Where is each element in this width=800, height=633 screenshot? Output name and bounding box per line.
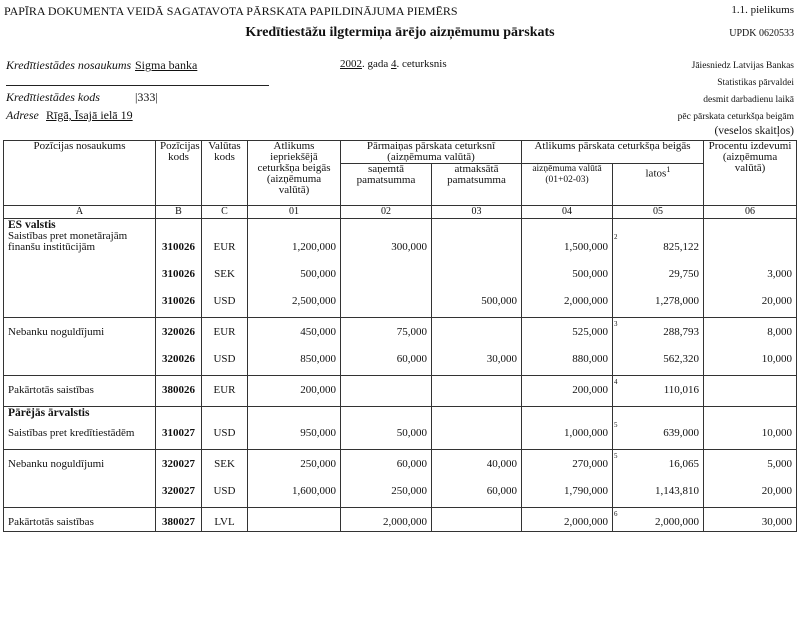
- row-name: Saistības pret monetārajām finanšu institūcijām: [4, 231, 156, 256]
- col-header-cur-code: Valūtas kods: [202, 141, 248, 206]
- table-row: [4, 318, 797, 342]
- row-name: Pakārtotās saistības: [4, 508, 156, 532]
- empty-cell: [202, 399, 248, 407]
- position-code: 310027: [156, 419, 202, 442]
- units-note: (veselos skaitļos): [714, 125, 794, 137]
- empty-cell: [432, 407, 522, 420]
- prev-balance: 250,000: [248, 450, 341, 474]
- form-code: UPDK 0620533: [729, 28, 794, 39]
- column-code: C: [202, 206, 248, 219]
- empty-cell: [156, 399, 202, 407]
- prev-balance: 200,000: [248, 376, 341, 400]
- lats-value: 1,278,000: [655, 295, 700, 307]
- end-balance-loan: 2,000,000: [522, 508, 613, 532]
- empty-cell: [248, 399, 341, 407]
- lats-value: 29,750: [668, 268, 700, 280]
- footnote-marker: 2: [614, 233, 618, 241]
- bank-name-value: Sigma banka: [135, 58, 198, 72]
- lats-value: 16,065: [668, 458, 700, 470]
- table-row: [4, 345, 797, 368]
- repaid-amount: 30,000: [432, 345, 522, 368]
- currency-code: EUR: [202, 376, 248, 400]
- end-balance-loan: 2,000,000: [522, 287, 613, 310]
- row-name: Nebanku noguldījumi: [4, 450, 156, 474]
- empty-cell: [341, 399, 432, 407]
- bank-code-label: Kredītiestādes kods: [6, 90, 100, 104]
- empty-cell: [4, 310, 156, 318]
- separator-row: [4, 310, 797, 318]
- appendix-label: 1.1. pielikums: [731, 4, 794, 16]
- prev-balance: 1,600,000: [248, 477, 341, 500]
- empty-cell: [202, 368, 248, 376]
- currency-code: EUR: [202, 318, 248, 342]
- empty-cell: [4, 368, 156, 376]
- interest-amount: 10,000: [704, 345, 797, 368]
- period-suffix: . ceturksnis: [396, 58, 447, 70]
- row-name: [4, 287, 156, 310]
- empty-cell: [613, 407, 704, 420]
- received-amount: 60,000: [341, 450, 432, 474]
- lats-value: 2,000,000: [655, 516, 700, 528]
- repaid-amount: [432, 376, 522, 400]
- empty-cell: [156, 219, 202, 232]
- position-code: 320027: [156, 450, 202, 474]
- interest-amount: 30,000: [704, 508, 797, 532]
- empty-cell: [522, 368, 613, 376]
- row-name: [4, 260, 156, 283]
- footnote-marker: 4: [614, 378, 618, 386]
- end-balance-lats: [613, 477, 704, 500]
- empty-cell: [341, 407, 432, 420]
- reporting-period: [340, 58, 447, 70]
- underline-rule: [6, 85, 269, 86]
- empty-cell: [613, 219, 704, 232]
- empty-cell: [522, 399, 613, 407]
- empty-cell: [704, 368, 797, 376]
- received-amount: 60,000: [341, 345, 432, 368]
- empty-cell: [4, 500, 156, 508]
- table-row: [4, 450, 797, 474]
- report-title: Kredītiestāžu ilgtermiņa ārējo aizņēmumu pārskats: [245, 25, 555, 40]
- submission-line: Jāiesniedz Latvijas Bankas: [691, 61, 794, 71]
- lats-value: 825,122: [663, 241, 700, 253]
- section-header-row: [4, 219, 797, 232]
- col-header-end-loan: aizņēmuma valūtā (01+02-03): [522, 164, 613, 206]
- column-code: 06: [704, 206, 797, 219]
- empty-cell: [613, 310, 704, 318]
- column-code: 03: [432, 206, 522, 219]
- lats-value: 562,320: [663, 353, 700, 365]
- received-amount: 300,000: [341, 231, 432, 256]
- column-code: 01: [248, 206, 341, 219]
- empty-cell: [248, 368, 341, 376]
- table-row: [4, 477, 797, 500]
- prev-balance: [248, 508, 341, 532]
- section-header-row: [4, 407, 797, 420]
- submission-line: desmit darbadienu laikā: [703, 95, 794, 105]
- period-mid: . gada: [362, 58, 389, 70]
- end-balance-lats: [613, 508, 704, 532]
- empty-cell: [613, 399, 704, 407]
- repaid-amount: [432, 419, 522, 442]
- prev-balance: 1,200,000: [248, 231, 341, 256]
- column-code: 04: [522, 206, 613, 219]
- empty-cell: [248, 310, 341, 318]
- end-balance-lats: [613, 260, 704, 283]
- interest-amount: 8,000: [704, 318, 797, 342]
- end-lats-footnote: 1: [666, 164, 671, 175]
- repaid-amount: [432, 231, 522, 256]
- currency-code: EUR: [202, 231, 248, 256]
- currency-code: USD: [202, 345, 248, 368]
- currency-code: LVL: [202, 508, 248, 532]
- row-name: Saistības pret kredītiestādēm: [4, 419, 156, 442]
- end-balance-lats: [613, 419, 704, 442]
- empty-cell: [202, 407, 248, 420]
- position-code: 320026: [156, 345, 202, 368]
- interest-amount: 3,000: [704, 260, 797, 283]
- empty-cell: [522, 219, 613, 232]
- empty-cell: [704, 500, 797, 508]
- end-balance-lats: [613, 450, 704, 474]
- empty-cell: [704, 442, 797, 450]
- repaid-amount: 60,000: [432, 477, 522, 500]
- section-title: ES valstis: [4, 219, 156, 232]
- empty-cell: [432, 368, 522, 376]
- address-value: Rīgā, Īsajā ielā 19: [46, 108, 133, 122]
- position-code: 310026: [156, 260, 202, 283]
- empty-cell: [613, 442, 704, 450]
- empty-cell: [704, 310, 797, 318]
- end-balance-lats: [613, 231, 704, 256]
- interest-amount: 20,000: [704, 287, 797, 310]
- currency-code: USD: [202, 287, 248, 310]
- period-quarter: 4: [391, 58, 397, 70]
- document-heading: PAPĪRA DOKUMENTA VEIDĀ SAGATAVOTA PĀRSKATA PAPILDINĀJUMA PIEMĒRS: [4, 4, 458, 18]
- col-header-changes: Pārmaiņas pārskata ceturksnī (aizņēmuma valūtā): [341, 141, 522, 164]
- lats-value: 639,000: [663, 427, 700, 439]
- section-title: Pārējās ārvalstis: [4, 407, 156, 420]
- end-balance-lats: [613, 318, 704, 342]
- empty-cell: [613, 500, 704, 508]
- empty-cell: [248, 219, 341, 232]
- empty-cell: [202, 500, 248, 508]
- empty-cell: [432, 310, 522, 318]
- separator-row: [4, 399, 797, 407]
- empty-cell: [156, 500, 202, 508]
- prev-balance: 450,000: [248, 318, 341, 342]
- end-balance-lats: [613, 376, 704, 400]
- empty-cell: [432, 442, 522, 450]
- empty-cell: [341, 500, 432, 508]
- column-code: 02: [341, 206, 432, 219]
- empty-cell: [202, 442, 248, 450]
- col-header-interest: Procentu izdevumi (aizņēmuma valūtā): [704, 141, 797, 206]
- empty-cell: [432, 399, 522, 407]
- end-balance-loan: 500,000: [522, 260, 613, 283]
- col-header-prev-balance: Atlikums iepriekšējā ceturkšņa beigās (aizņēmuma valūtā): [248, 141, 341, 206]
- empty-cell: [341, 368, 432, 376]
- end-balance-loan: 525,000: [522, 318, 613, 342]
- end-balance-loan: 1,000,000: [522, 419, 613, 442]
- table-row: [4, 376, 797, 400]
- currency-code: SEK: [202, 450, 248, 474]
- row-name: [4, 477, 156, 500]
- col-header-pos-code: Pozīcijas kods: [156, 141, 202, 206]
- address-label: Adrese: [6, 108, 39, 122]
- prev-balance: 850,000: [248, 345, 341, 368]
- empty-cell: [202, 310, 248, 318]
- lats-value: 1,143,810: [655, 485, 700, 497]
- col-header-received: saņemtā pamatsumma: [341, 164, 432, 206]
- currency-code: USD: [202, 477, 248, 500]
- empty-cell: [156, 368, 202, 376]
- column-code-row: [4, 206, 797, 219]
- empty-cell: [522, 500, 613, 508]
- table-row: [4, 260, 797, 283]
- empty-cell: [4, 442, 156, 450]
- end-balance-loan: 200,000: [522, 376, 613, 400]
- bank-code-value: |333|: [135, 90, 158, 104]
- row-name: [4, 345, 156, 368]
- table-row: [4, 419, 797, 442]
- lats-value: 110,016: [663, 384, 700, 396]
- end-lats-label: latos: [645, 168, 667, 181]
- lats-value: 288,793: [663, 326, 700, 338]
- table-row: [4, 287, 797, 310]
- end-balance-loan: 1,500,000: [522, 231, 613, 256]
- position-code: 320026: [156, 318, 202, 342]
- received-amount: 2,000,000: [341, 508, 432, 532]
- col-header-name: Pozīcijas nosaukums: [4, 141, 156, 206]
- separator-row: [4, 442, 797, 450]
- position-code: 320027: [156, 477, 202, 500]
- currency-code: USD: [202, 419, 248, 442]
- empty-cell: [613, 368, 704, 376]
- interest-amount: [704, 376, 797, 400]
- received-amount: [341, 376, 432, 400]
- repaid-amount: 40,000: [432, 450, 522, 474]
- end-balance-lats: [613, 345, 704, 368]
- column-code: A: [4, 206, 156, 219]
- footnote-marker: 5: [614, 452, 618, 460]
- row-name: Pakārtotās saistības: [4, 376, 156, 400]
- prev-balance: 2,500,000: [248, 287, 341, 310]
- received-amount: 75,000: [341, 318, 432, 342]
- submission-note: [678, 58, 794, 126]
- position-code: 310026: [156, 231, 202, 256]
- bank-name-label: Kredītiestādes nosaukums: [6, 58, 132, 72]
- period-year: 2002: [340, 58, 362, 70]
- empty-cell: [248, 442, 341, 450]
- empty-cell: [704, 407, 797, 420]
- prev-balance: 950,000: [248, 419, 341, 442]
- footnote-marker: 6: [614, 510, 618, 518]
- report-table: [3, 140, 797, 532]
- empty-cell: [156, 407, 202, 420]
- col-header-repaid: atmaksātā pamatsumma: [432, 164, 522, 206]
- empty-cell: [341, 310, 432, 318]
- empty-cell: [248, 407, 341, 420]
- table-row: [4, 508, 797, 532]
- received-amount: 250,000: [341, 477, 432, 500]
- empty-cell: [704, 219, 797, 232]
- empty-cell: [704, 399, 797, 407]
- interest-amount: 10,000: [704, 419, 797, 442]
- position-code: 380027: [156, 508, 202, 532]
- interest-amount: 20,000: [704, 477, 797, 500]
- footnote-marker: 5: [614, 421, 618, 429]
- empty-cell: [341, 442, 432, 450]
- received-amount: 50,000: [341, 419, 432, 442]
- footnote-marker: 3: [614, 320, 618, 328]
- prev-balance: 500,000: [248, 260, 341, 283]
- empty-cell: [432, 500, 522, 508]
- column-code: 05: [613, 206, 704, 219]
- empty-cell: [248, 500, 341, 508]
- empty-cell: [432, 219, 522, 232]
- position-code: 310026: [156, 287, 202, 310]
- empty-cell: [341, 219, 432, 232]
- submission-line: Statistikas pārvaldei: [717, 78, 794, 88]
- empty-cell: [156, 442, 202, 450]
- empty-cell: [522, 407, 613, 420]
- separator-row: [4, 500, 797, 508]
- empty-cell: [522, 442, 613, 450]
- col-header-end-lats: [613, 164, 704, 206]
- position-code: 380026: [156, 376, 202, 400]
- empty-cell: [522, 310, 613, 318]
- interest-amount: [704, 231, 797, 256]
- currency-code: SEK: [202, 260, 248, 283]
- submission-line: pēc pārskata ceturkšņa beigām: [677, 112, 794, 122]
- repaid-amount: 500,000: [432, 287, 522, 310]
- interest-amount: 5,000: [704, 450, 797, 474]
- repaid-amount: [432, 260, 522, 283]
- received-amount: [341, 287, 432, 310]
- empty-cell: [202, 219, 248, 232]
- repaid-amount: [432, 318, 522, 342]
- empty-cell: [4, 399, 156, 407]
- received-amount: [341, 260, 432, 283]
- separator-row: [4, 368, 797, 376]
- end-balance-lats: [613, 287, 704, 310]
- end-balance-loan: 880,000: [522, 345, 613, 368]
- column-code: B: [156, 206, 202, 219]
- table-row: [4, 231, 797, 256]
- repaid-amount: [432, 508, 522, 532]
- end-balance-loan: 1,790,000: [522, 477, 613, 500]
- col-header-end-balance: Atlikums pārskata ceturkšņa beigās: [522, 141, 704, 164]
- end-balance-loan: 270,000: [522, 450, 613, 474]
- empty-cell: [156, 310, 202, 318]
- row-name: Nebanku noguldījumi: [4, 318, 156, 342]
